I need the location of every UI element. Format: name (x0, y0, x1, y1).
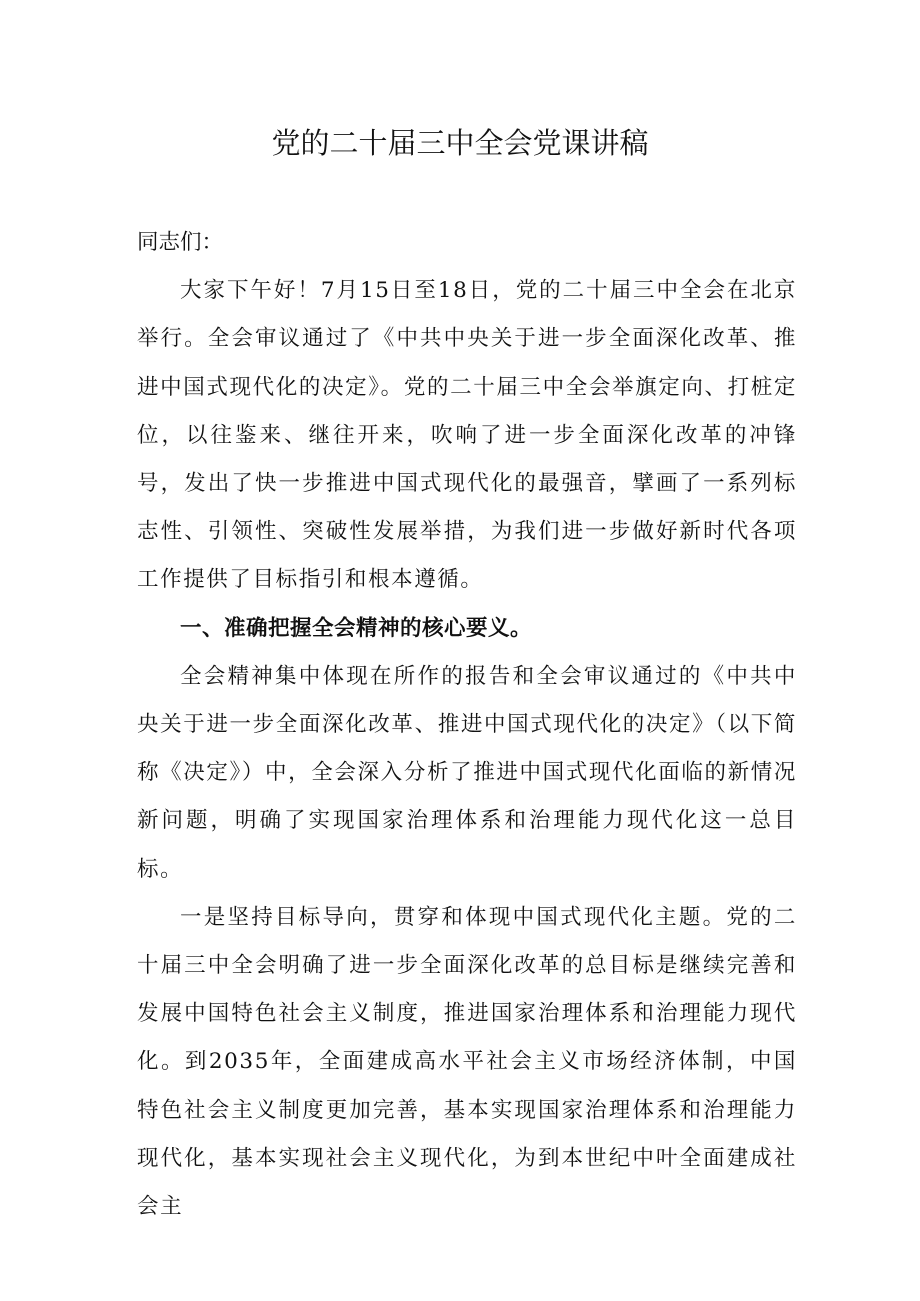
section-heading: 一、准确把握全会精神的核心要义。 (180, 615, 533, 641)
document-title: 党的二十届三中全会党课讲稿 (271, 126, 649, 160)
salutation: 同志们： (137, 230, 224, 255)
section-paragraph: 全会精神集中体现在所作的报告和全会审议通过的《中共中央关于进一步全面深化改革、推进中国式现代化的决定》（以下简称《决定》）中，全会深入分析了推进中国式现代化面临的新情况新问题，明确了实现国家治理体系和治理能力现代化这一总目标。 (137, 663, 797, 882)
opening-paragraph: 大家下午好！7月15日至18日，党的二十届三中全会在北京举行。全会审议通过了《中共中央关于进一步全面深化改革、推进中国式现代化的决定》。党的二十届三中全会举旗定向、打桩定位，以往鉴来、继往开来，吹响了进一步全面深化改革的冲锋号，发出了快一步推进中国式现代化的最强音，擘画了一系列标志性、引领性、突破性发展举措，为我们进一步做好新时代各项工作提供了目标指引和根本遵循。 (137, 278, 797, 593)
document-body (137, 219, 797, 1231)
section-paragraph: 一是坚持目标导向，贯穿和体现中国式现代化主题。党的二十届三中全会明确了进一步全面深化改革的总目标是继续完善和发展中国特色社会主义制度，推进国家治理体系和治理能力现代化。到2035年，全面建成高水平社会主义市场经济体制，中国特色社会主义制度更加完善，基本实现国家治理体系和治理能力现代化，基本实现社会主义现代化，为到本世纪中叶全面建成社会主 (137, 904, 797, 1220)
